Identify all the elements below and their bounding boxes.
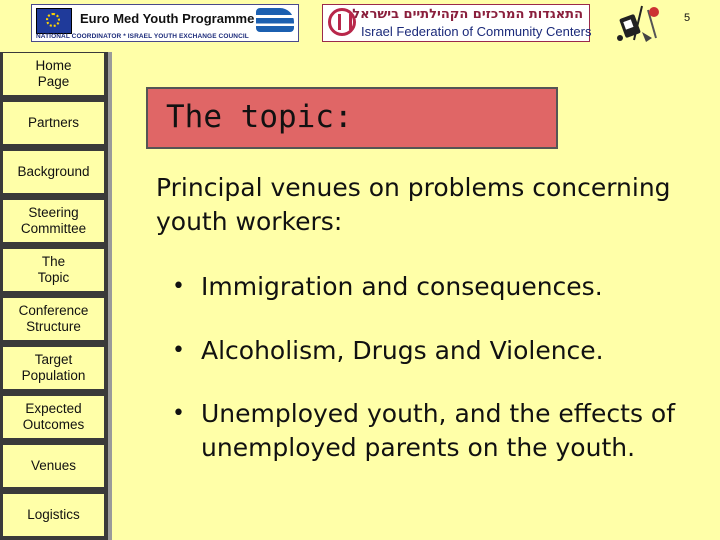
euromed-subtitle: NATIONAL COORDINATOR * ISRAEL YOUTH EXCHANGE COUNCIL: [36, 33, 249, 40]
bullet-icon: •: [172, 338, 185, 363]
sidebar-item-logistics[interactable]: [3, 494, 104, 536]
page-number: 5: [684, 12, 691, 24]
list-item-text: Alcoholism, Drugs and Violence.: [201, 336, 604, 365]
euromed-logo: [31, 4, 299, 42]
sidebar-item-label: Venues: [30, 458, 77, 473]
sidebar-item-venues[interactable]: [3, 445, 104, 487]
sidebar-item-label: Target Population: [21, 352, 86, 383]
ifcc-english-name: Israel Federation of Community Centers: [361, 24, 592, 39]
list-item: [166, 270, 706, 304]
sidebar-item-label: Steering Committee: [20, 205, 87, 236]
ifcc-logo: [322, 4, 590, 42]
topic-title-box: [146, 87, 558, 149]
page-title: The topic:: [166, 99, 353, 135]
wave-logo-icon: [256, 8, 294, 32]
list-item-text: Immigration and consequences.: [201, 272, 603, 301]
sidebar-item-label: Home Page: [35, 58, 72, 89]
intro-text: Principal venues on problems concerning youth workers:: [156, 173, 671, 236]
school-supplies-clipart-icon: [612, 2, 666, 46]
list-item: [166, 397, 706, 465]
sidebar-item-label: Conference Structure: [18, 303, 89, 334]
sidebar-divider: [108, 52, 112, 540]
sidebar-item-label: The Topic: [37, 254, 70, 285]
eu-flag-icon: [36, 8, 72, 34]
sidebar-item-partners[interactable]: [3, 102, 104, 144]
bullet-icon: •: [172, 274, 185, 299]
sidebar-item-home-page[interactable]: [3, 53, 104, 95]
sidebar-item-label: Partners: [27, 115, 80, 130]
sidebar-item-conference-structure[interactable]: [3, 298, 104, 340]
ifcc-hebrew-name: התאגדות המרכזים הקהילתיים בישראל: [352, 7, 583, 22]
sidebar-item-the-topic[interactable]: [3, 249, 104, 291]
sidebar-item-label: Background: [17, 164, 90, 179]
sidebar-item-label: Logistics: [27, 507, 80, 522]
sidebar-item-expected-outcomes[interactable]: [3, 396, 104, 438]
list-item-text: Unemployed youth, and the effects of unemployed parents on the youth.: [201, 399, 676, 462]
sidebar-item-steering-committee[interactable]: [3, 200, 104, 242]
sidebar-item-target-population[interactable]: [3, 347, 104, 389]
sidebar-item-label: Expected Outcomes: [22, 401, 85, 432]
list-item: [166, 334, 706, 368]
bullet-icon: •: [172, 401, 185, 426]
euromed-title: Euro Med Youth Programme: [80, 11, 255, 26]
sidebar-item-background[interactable]: [3, 151, 104, 193]
